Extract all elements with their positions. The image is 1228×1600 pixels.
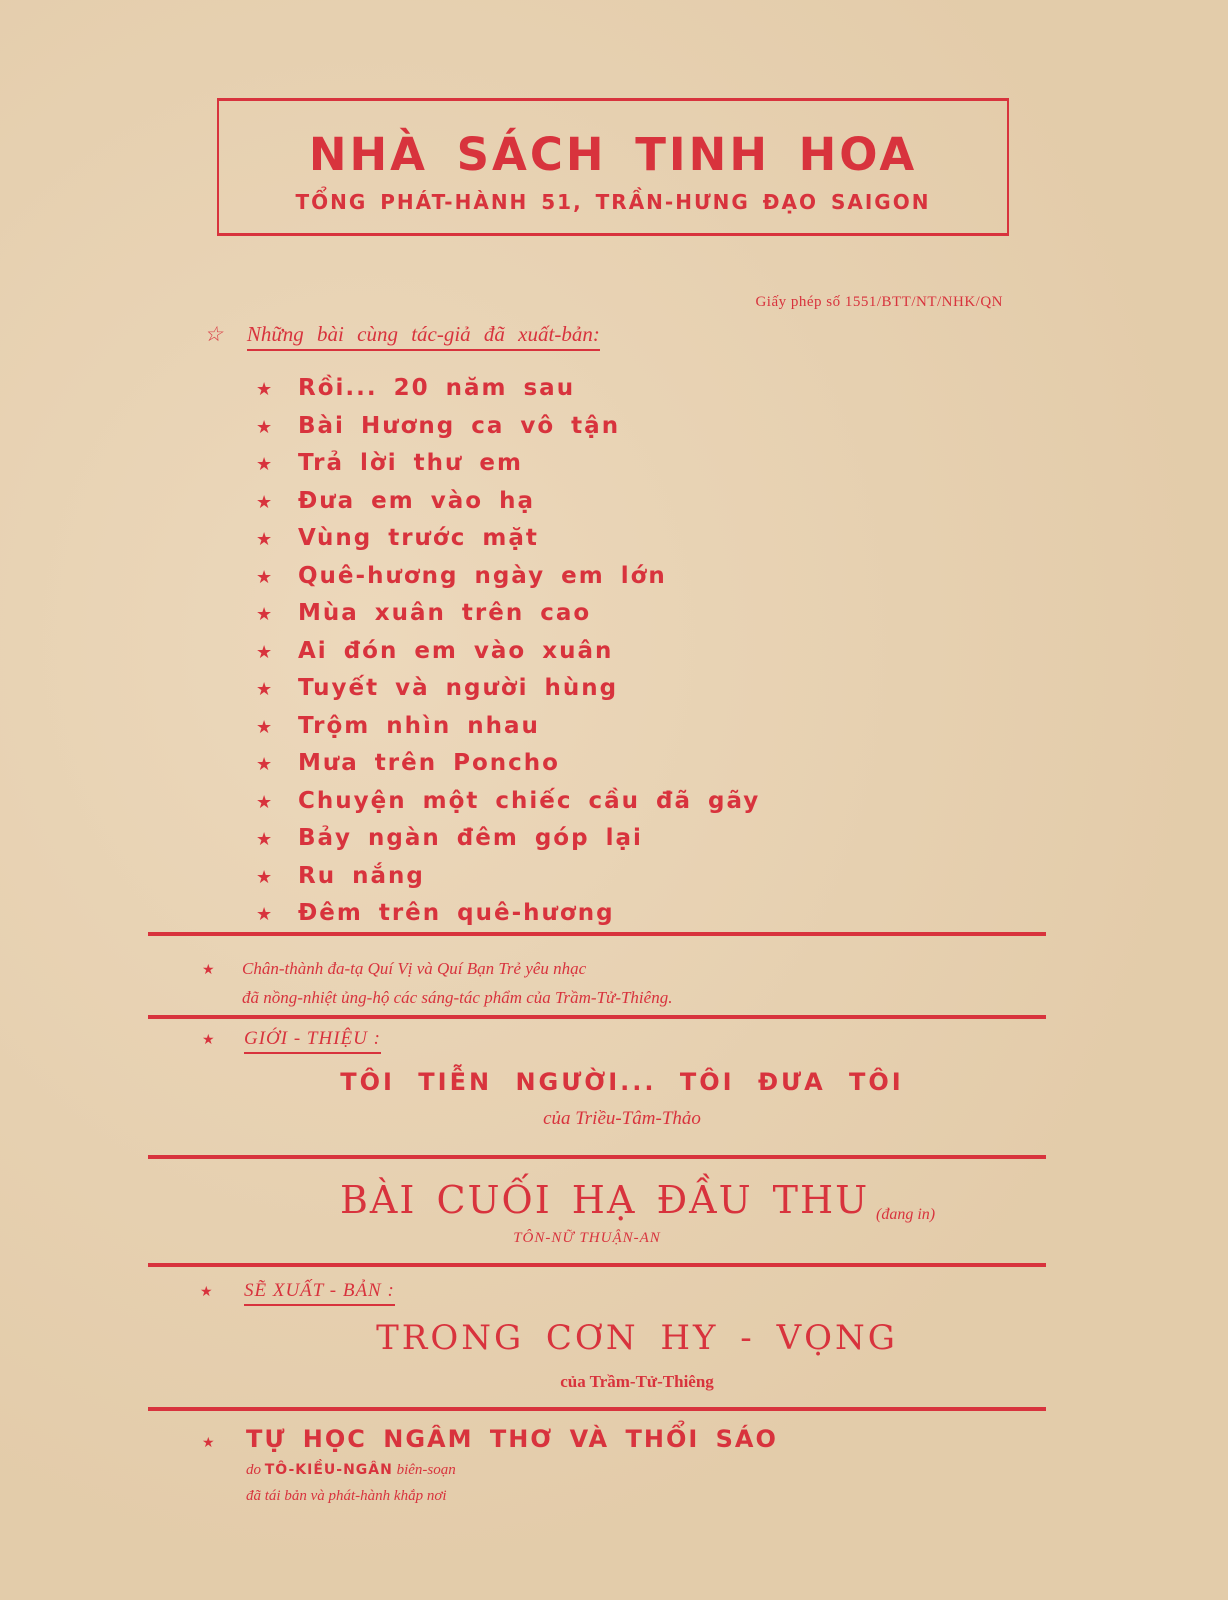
introduction-title: TÔI TIỄN NGƯỜI... TÔI ĐƯA TÔI bbox=[340, 1068, 904, 1096]
book-author-prefix: do bbox=[246, 1462, 261, 1478]
section-divider bbox=[148, 1263, 1046, 1267]
list-item bbox=[256, 633, 760, 671]
publisher-name: NHÀ SÁCH TINH HOA bbox=[308, 128, 918, 181]
book-note: đã tái bản và phát-hành khắp nơi bbox=[246, 1488, 447, 1504]
list-item bbox=[256, 858, 760, 896]
outline-star-icon: ☆ bbox=[204, 322, 223, 346]
printing-author: TÔN-NỮ THUẬN-AN bbox=[513, 1230, 661, 1246]
star-icon: ★ bbox=[256, 604, 275, 625]
list-item bbox=[256, 895, 760, 933]
thanks-note bbox=[202, 955, 672, 1011]
song-title: Đêm trên quê-hương bbox=[298, 900, 615, 926]
star-icon: ★ bbox=[256, 716, 275, 738]
printing-status: (đang in) bbox=[876, 1206, 936, 1223]
list-item bbox=[256, 745, 760, 783]
section-divider bbox=[148, 1407, 1046, 1411]
introduction-author: của Triều-Tâm-Thảo bbox=[543, 1108, 701, 1129]
star-icon: ★ bbox=[256, 641, 275, 663]
star-icon: ★ bbox=[256, 904, 275, 925]
song-title: Mưa trên Poncho bbox=[298, 750, 560, 776]
list-item bbox=[256, 370, 760, 408]
thanks-line-2: đã nồng-nhiệt ủng-hộ các sáng-tác phẩm của Trầm-Tử-Thiêng. bbox=[242, 988, 673, 1007]
list-item bbox=[256, 708, 760, 746]
upcoming-title: TRONG CƠN HY - VỌNG bbox=[376, 1318, 898, 1358]
song-title: Trộm nhìn nhau bbox=[298, 712, 540, 739]
song-title: Bảy ngàn đêm góp lại bbox=[298, 825, 643, 851]
star-icon: ★ bbox=[256, 416, 275, 438]
song-title: Ru nắng bbox=[298, 862, 425, 889]
license-number: Giấy phép số 1551/BTT/NT/NHK/QN bbox=[755, 294, 1003, 310]
star-icon: ★ bbox=[256, 679, 275, 700]
section-divider bbox=[148, 1155, 1046, 1159]
book-author: TÔ-KIỀU-NGÂN bbox=[264, 1462, 393, 1478]
upcoming-label-text: SẼ XUẤT - BẢN : bbox=[244, 1280, 395, 1306]
star-icon: ★ bbox=[256, 529, 275, 550]
published-works-heading bbox=[204, 322, 600, 347]
song-title: Mùa xuân trên cao bbox=[298, 600, 592, 626]
star-icon: ★ bbox=[200, 1285, 214, 1300]
upcoming-label bbox=[200, 1280, 395, 1302]
song-title: Bài Hương ca vô tận bbox=[298, 412, 621, 439]
star-icon: ★ bbox=[256, 379, 275, 400]
printing-title: BÀI CUỐI HẠ ĐẦU THU bbox=[340, 1178, 870, 1222]
book-author-suffix: biên-soạn bbox=[396, 1462, 456, 1478]
star-icon: ★ bbox=[256, 866, 275, 888]
star-icon: ★ bbox=[256, 454, 275, 475]
list-item bbox=[256, 408, 760, 446]
list-item bbox=[256, 783, 760, 821]
published-songs-list bbox=[256, 370, 760, 933]
published-heading-text: Những bài cùng tác-giả đã xuất-bản: bbox=[247, 322, 600, 351]
list-item bbox=[256, 595, 760, 633]
star-icon: ★ bbox=[256, 791, 275, 813]
list-item bbox=[256, 520, 760, 558]
song-title: Vùng trước mặt bbox=[298, 525, 539, 551]
song-title: Chuyện một chiếc cầu đã gãy bbox=[298, 787, 761, 814]
star-icon: ★ bbox=[256, 566, 275, 588]
star-icon: ★ bbox=[256, 754, 275, 775]
list-item bbox=[256, 445, 760, 483]
list-item bbox=[256, 670, 760, 708]
publisher-address: TỔNG PHÁT-HÀNH 51, TRẦN-HƯNG ĐẠO SAIGON bbox=[295, 190, 931, 214]
book-title bbox=[202, 1425, 778, 1453]
book-author-line bbox=[246, 1462, 456, 1479]
book-title-text: TỰ HỌC NGÂM THƠ VÀ THỔI SÁO bbox=[246, 1425, 778, 1453]
upcoming-author: của Trầm-Tử-Thiêng bbox=[560, 1372, 714, 1391]
introduction-label-text: GIỚI - THIỆU : bbox=[244, 1028, 381, 1054]
star-icon: ★ bbox=[202, 1033, 216, 1048]
star-icon: ★ bbox=[256, 491, 275, 513]
section-divider bbox=[148, 932, 1046, 936]
thanks-line-1: Chân-thành đa-tạ Quí Vị và Quí Bạn Trẻ yêu nhạc bbox=[242, 959, 587, 978]
star-icon: ★ bbox=[256, 829, 275, 850]
song-title: Rồi... 20 năm sau bbox=[298, 375, 576, 401]
list-item bbox=[256, 483, 760, 521]
list-item bbox=[256, 820, 760, 858]
list-item bbox=[256, 558, 760, 596]
introduction-label bbox=[202, 1028, 381, 1050]
song-title: Quê-hương ngày em lớn bbox=[298, 562, 667, 589]
song-title: Ai đón em vào xuân bbox=[298, 637, 614, 664]
star-icon: ★ bbox=[202, 1435, 217, 1451]
section-divider bbox=[148, 1015, 1046, 1019]
song-title: Trả lời thư em bbox=[298, 450, 523, 476]
song-title: Tuyết và người hùng bbox=[298, 675, 619, 701]
star-icon: ★ bbox=[202, 963, 215, 978]
song-title: Đưa em vào hạ bbox=[298, 487, 535, 514]
